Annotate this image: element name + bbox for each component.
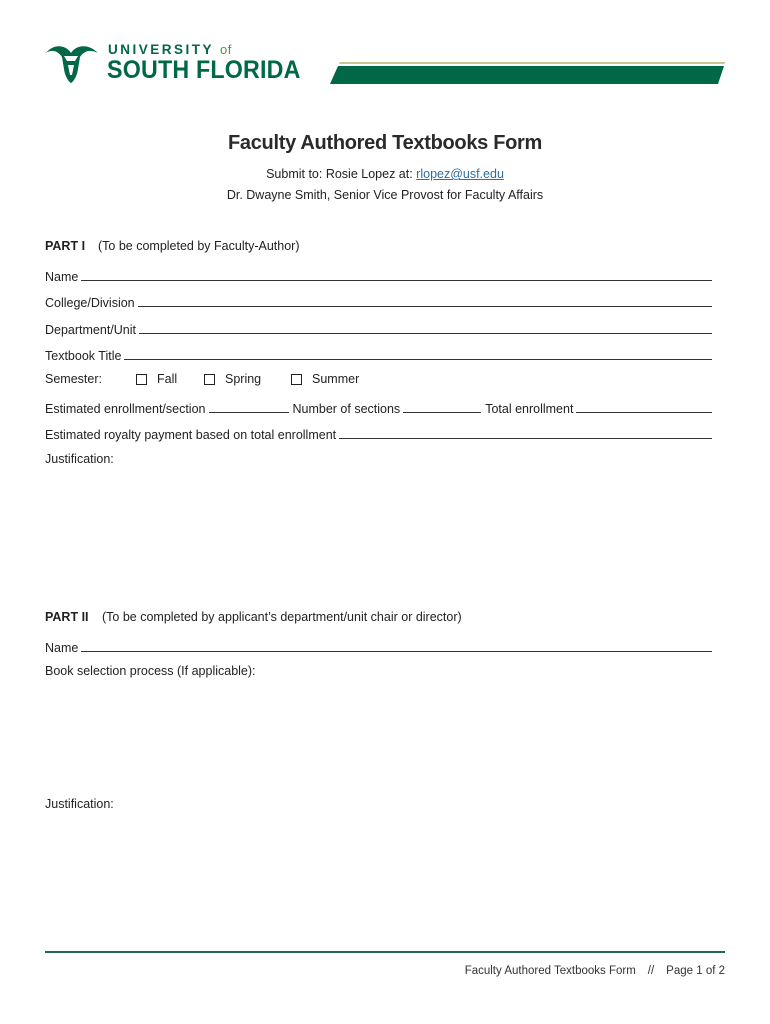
part2-justification-label: Justification: <box>45 797 114 811</box>
logo-south-florida-text: SOUTH FLORIDA <box>107 56 301 84</box>
summer-checkbox[interactable]: Summer <box>291 372 359 386</box>
department-field[interactable]: Department/Unit <box>45 319 712 337</box>
fall-checkbox[interactable]: Fall <box>136 372 177 386</box>
submit-email-link[interactable]: rlopez@usf.edu <box>416 167 504 181</box>
spring-checkbox[interactable]: Spring <box>204 372 261 386</box>
bull-horns-icon <box>44 39 100 85</box>
college-input-line[interactable] <box>138 305 712 307</box>
footer-doc-name: Faculty Authored Textbooks Form <box>464 965 636 977</box>
part1-justification-label: Justification: <box>45 452 114 466</box>
book-selection-label: Book selection process (If applicable): <box>45 664 256 678</box>
textbook-title-field[interactable]: Textbook Title <box>45 345 712 363</box>
part2-name-field[interactable]: Name <box>45 637 712 655</box>
provost-line: Dr. Dwayne Smith, Senior Vice Provost for Faculty Affairs <box>226 188 544 202</box>
form-page: UNIVERSITY of SOUTH FLORIDA Faculty Authored Textbooks Form Submit to: Rosie Lopez at: rlopez@usf.edu Dr. Dwayne Smith, Senior Vice Provost for Faculty Affairs PART I (To be completed by Faculty-Author) Name College/Division Department/Unit Textbook Title Semester: Fall Spring Summer Estimated enrollment/section Number of sections Total enrollment Estimated royalty payment based on total enrollment Justification: PART II (To be completed by applicant’s department/unit chair or director) Name Book selection process (If applicable): Justification: Faculty Authored Textbooks Form // Page 1 of 2 <box>0 0 770 1024</box>
royalty-field[interactable]: Estimated royalty payment based on total enrollment <box>45 424 712 442</box>
submit-to-line: Submit to: Rosie Lopez at: rlopez@usf.edu <box>266 167 504 181</box>
part1-name-field[interactable]: Name <box>45 266 712 284</box>
num-sections-input-line[interactable] <box>403 411 481 413</box>
college-field[interactable]: College/Division <box>45 292 712 310</box>
page-footer: Faculty Authored Textbooks Form // Page 1 of 2 <box>464 965 725 977</box>
checkbox-icon <box>204 374 215 385</box>
checkbox-icon <box>291 374 302 385</box>
name-input-line[interactable] <box>81 279 712 281</box>
textbook-input-line[interactable] <box>124 358 712 360</box>
form-title: Faculty Authored Textbooks Form <box>227 132 543 154</box>
enrollment-section-input-line[interactable] <box>209 411 289 413</box>
part2-heading: PART II (To be completed by applicant’s department/unit chair or director) <box>45 610 462 624</box>
royalty-input-line[interactable] <box>339 437 712 439</box>
page-number: Page 1 of 2 <box>666 965 725 977</box>
part1-heading: PART I (To be completed by Faculty-Author) <box>45 239 300 253</box>
logo-university-text: UNIVERSITY of <box>108 42 232 57</box>
enrollment-row: Estimated enrollment/section Number of sections Total enrollment <box>45 398 712 416</box>
header-banner-stripe <box>330 62 726 84</box>
department-input-line[interactable] <box>139 332 712 334</box>
usf-logo <box>36 30 306 92</box>
part2-name-input-line[interactable] <box>81 650 712 652</box>
total-enrollment-input-line[interactable] <box>576 411 712 413</box>
checkbox-icon <box>136 374 147 385</box>
footer-divider <box>45 951 725 953</box>
